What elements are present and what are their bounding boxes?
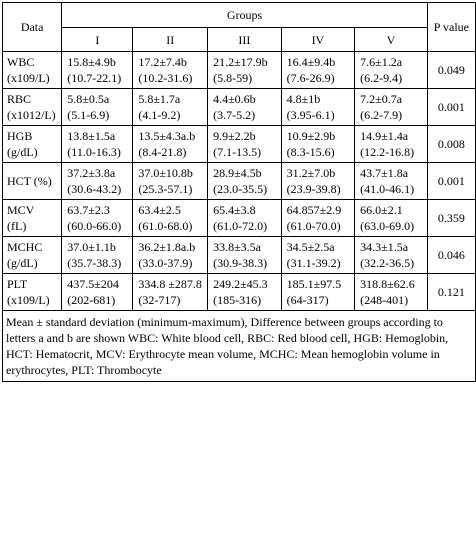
data-cell: 37.2±3.8a (30.6-43.2) (62, 163, 133, 200)
table-row (3, 163, 476, 200)
data-cell: 14.9±1.4a (12.2-16.8) (355, 126, 428, 163)
table-row (3, 89, 476, 126)
header-data: Data (3, 3, 62, 52)
row-label: RBC (x1012/L) (3, 89, 62, 126)
data-cell: 36.2±1.8a.b (33.0-37.9) (133, 237, 208, 274)
data-cell: 65.4±3.8 (61.0-72.0) (208, 200, 282, 237)
p-value-cell: 0.121 (427, 274, 475, 311)
p-value-cell: 0.008 (427, 126, 475, 163)
header-pvalue: P value (427, 3, 475, 52)
table-row (3, 126, 476, 163)
table-row (3, 200, 476, 237)
data-cell: 63.4±2.5 (61.0-68.0) (133, 200, 208, 237)
p-value-cell: 0.359 (427, 200, 475, 237)
row-label: MCHC (g/dL) (3, 237, 62, 274)
p-value-cell: 0.049 (427, 52, 475, 89)
data-cell: 21.2±17.9b (5.8-59) (208, 52, 282, 89)
hematology-table (2, 2, 476, 382)
data-cell: 66.0±2.1 (63.0-69.0) (355, 200, 428, 237)
row-label: PLT (x109/L) (3, 274, 62, 311)
data-cell: 7.2±0.7a (6.2-7.9) (355, 89, 428, 126)
data-cell: 15.8±4.9b (10.7-22.1) (62, 52, 133, 89)
table-footnote: Mean ± standard deviation (minimum-maximum), Difference between groups according to letters a and b are shown WBC: White blood cell, RBC: Red blood cell, HGB: Hemoglobin, HCT: Hematocrit, MCV: Erythrocyte mean volume, MCHC: Mean hemoglobin volume in erythrocytes, PLT: Thrombocyte (3, 311, 476, 382)
data-cell: 4.8±1b (3.95-6.1) (281, 89, 355, 126)
data-cell: 34.5±2.5a (31.1-39.2) (281, 237, 355, 274)
data-cell: 28.9±4.5b (23.0-35.5) (208, 163, 282, 200)
p-value-cell: 0.001 (427, 89, 475, 126)
header-row (3, 3, 476, 28)
data-cell: 37.0±1.1b (35.7-38.3) (62, 237, 133, 274)
data-cell: 17.2±7.4b (10.2-31.6) (133, 52, 208, 89)
data-cell: 34.3±1.5a (32.2-36.5) (355, 237, 428, 274)
footnote-row (3, 311, 476, 382)
p-value-cell: 0.001 (427, 163, 475, 200)
hematology-table-container (2, 2, 476, 382)
header-subrow (3, 28, 476, 52)
table-row (3, 52, 476, 89)
header-group-i: I (62, 28, 133, 52)
data-cell: 16.4±9.4b (7.6-26.9) (281, 52, 355, 89)
data-cell: 334.8 ±287.8 (32-717) (133, 274, 208, 311)
data-cell: 9.9±2.2b (7.1-13.5) (208, 126, 282, 163)
table-row (3, 274, 476, 311)
data-cell: 63.7±2.3 (60.0-66.0) (62, 200, 133, 237)
row-label: HGB (g/dL) (3, 126, 62, 163)
table-body (3, 3, 476, 382)
header-group-iii: III (208, 28, 282, 52)
data-cell: 185.1±97.5 (64-317) (281, 274, 355, 311)
data-cell: 5.8±0.5a (5.1-6.9) (62, 89, 133, 126)
data-cell: 33.8±3.5a (30.9-38.3) (208, 237, 282, 274)
data-cell: 64.857±2.9 (61.0-70.0) (281, 200, 355, 237)
data-cell: 318.8±62.6 (248-401) (355, 274, 428, 311)
data-cell: 7.6±1.2a (6.2-9.4) (355, 52, 428, 89)
data-cell: 437.5±204 (202-681) (62, 274, 133, 311)
row-label: MCV (fL) (3, 200, 62, 237)
row-label: HCT (%) (3, 163, 62, 200)
data-cell: 5.8±1.7a (4.1-9.2) (133, 89, 208, 126)
header-group-iv: IV (281, 28, 355, 52)
data-cell: 37.0±10.8b (25.3-57.1) (133, 163, 208, 200)
data-cell: 13.5±4.3a.b (8.4-21.8) (133, 126, 208, 163)
data-cell: 43.7±1.8a (41.0-46.1) (355, 163, 428, 200)
row-label: WBC (x109/L) (3, 52, 62, 89)
header-group-ii: II (133, 28, 208, 52)
data-cell: 4.4±0.6b (3.7-5.2) (208, 89, 282, 126)
p-value-cell: 0.046 (427, 237, 475, 274)
table-row (3, 237, 476, 274)
data-cell: 249.2±45.3 (185-316) (208, 274, 282, 311)
data-cell: 31.2±7.0b (23.9-39.8) (281, 163, 355, 200)
header-groups: Groups (62, 3, 427, 28)
data-cell: 10.9±2.9b (8.3-15.6) (281, 126, 355, 163)
data-cell: 13.8±1.5a (11.0-16.3) (62, 126, 133, 163)
header-group-v: V (355, 28, 428, 52)
